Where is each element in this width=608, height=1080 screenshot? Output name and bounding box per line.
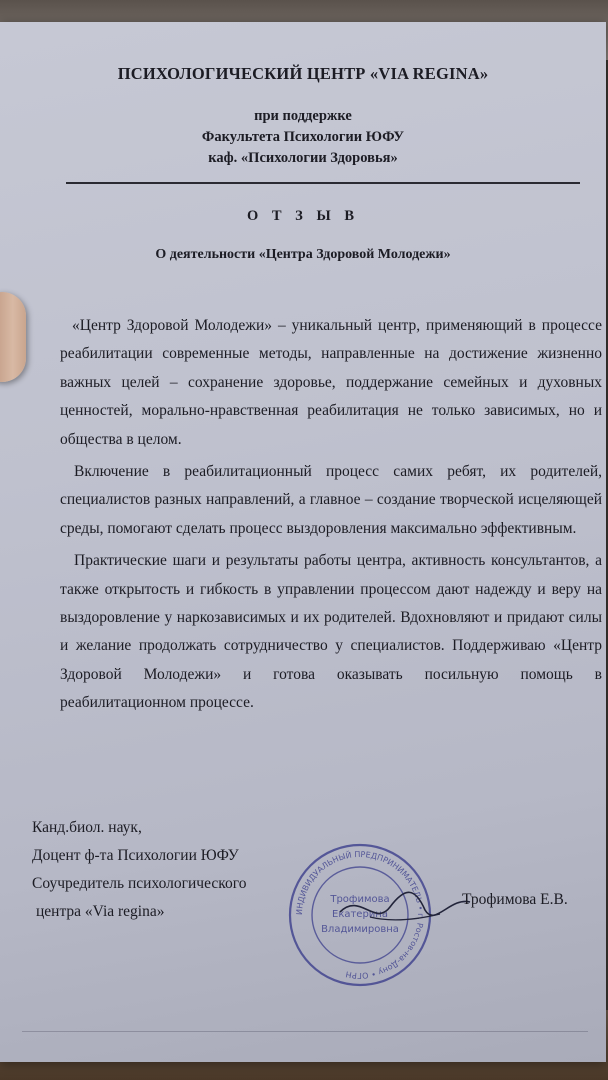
support-line: при поддержке [254, 108, 352, 124]
document-header [0, 64, 606, 169]
paragraph: Практические шаги и результаты работы центра, активность консультантов, а также открытость и гибкость в управлении процессом дают надежду и веру на выздоровление у наркозависимых и их родителей. Вдохновляют и придают силы и желание продолжать сотрудничество у специалистов. Поддерживаю «Центр Здоровой Молодежи» и готова оказывать посильную помощь в реабилитационном процессе. [60, 552, 602, 712]
signatory-block [32, 814, 246, 926]
signatory-position: Доцент ф-та Психологии ЮФУ [32, 847, 239, 864]
stamp-line: Владимировна [321, 924, 399, 935]
document-body [60, 312, 602, 722]
signatory-name: Трофимова Е.В. [462, 891, 568, 908]
department-line: каф. «Психологии Здоровья» [208, 150, 398, 166]
handwritten-signature [330, 872, 480, 942]
stamp-ring-text: ИНДИВИДУАЛЬНЫЙ ПРЕДПРИНИМАТЕЛЬ • г. Ростов-на-Дону • ОГРН [294, 849, 426, 981]
sheet-edge [22, 1031, 588, 1032]
stamp-line: Трофимова [330, 894, 390, 905]
finger [0, 292, 26, 382]
document-sheet [0, 22, 606, 1062]
document-heading: О Т З Ы В [246, 208, 359, 224]
stamp-line: Екатерина [332, 909, 388, 920]
signatory-center: центра «Via regina» [36, 903, 165, 920]
paragraph: Включение в реабилитационный процесс самих ребят, их родителей, специалистов разных направлений, а главное – создание творческой исцеляющей среды, помогают сделать процесс выздоровления максимально эффективным. [60, 463, 602, 537]
header-divider [66, 182, 580, 184]
document-subject: О деятельности «Центра Здоровой Молодежи» [155, 247, 451, 262]
signatory-role: Соучредитель психологического [32, 875, 247, 892]
support-block [0, 106, 606, 169]
paragraph: «Центр Здоровой Молодежи» – уникальный центр, применяющий в процессе реабилитации современные методы, направленные на достижение жизненно важных целей – сохранение здоровье, поддержание семейных и духовных ценностей, морально-нравственная реабилитация не только зависимых, но и общества в целом. [60, 317, 602, 448]
signatory-degree: Канд.биол. наук, [32, 819, 142, 836]
faculty-line: Факультета Психологии ЮФУ [201, 129, 405, 145]
center-title: ПСИХОЛОГИЧЕСКИЙ ЦЕНТР «VIA REGINA» [117, 64, 489, 83]
